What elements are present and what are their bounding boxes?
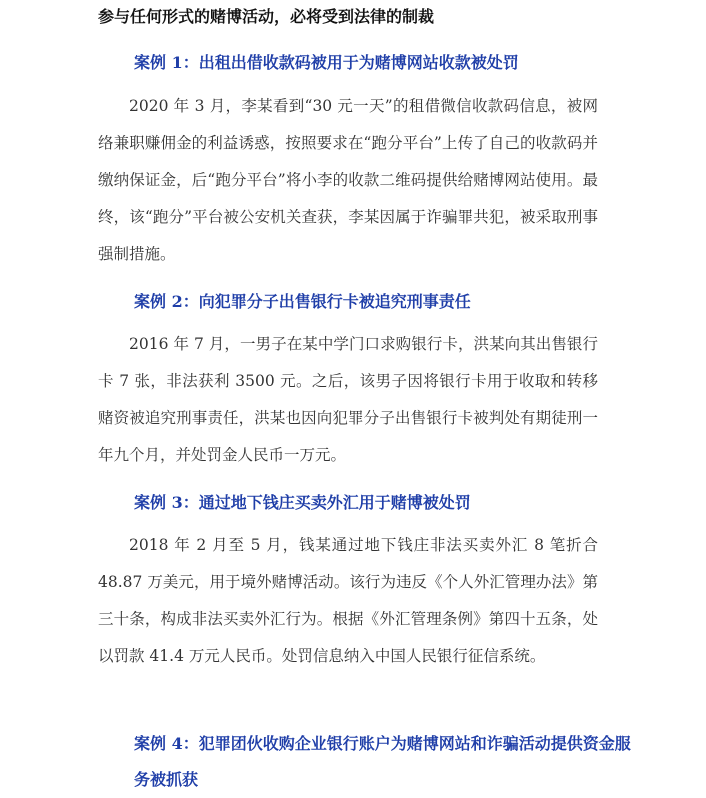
intro-heading: 参与任何形式的赌博活动，必将受到法律的制裁 <box>98 7 435 26</box>
case-2-title: 案例 2：向犯罪分子出售银行卡被追究刑事责任 <box>134 292 471 311</box>
case-3-body: 2018 年 2 月至 5 月，钱某通过地下钱庄非法买卖外汇 8 笔折合 48.87 万美元，用于境外赌博活动。该行为违反《个人外汇管理办法》第三十条，构成非法买卖外汇行为。根据《外汇管理条例》第四十五条，处以罚款 41.4 万元人民币。处罚信息纳入中国人民银行征信系统。 <box>98 536 598 665</box>
case-4-title: 案例 4：犯罪团伙收购企业银行账户为赌博网站和诈骗活动提供资金服务被抓获 <box>134 734 631 789</box>
case-2-body: 2016 年 7 月，一男子在某中学门口求购银行卡，洪某向其出售银行卡 7 张，非法获利 3500 元。之后，该男子因将银行卡用于收取和转移赌资被追究刑事责任，洪某也因向犯罪分子出售银行卡被判处有期徒刑一年九个月，并处罚金人民币一万元。 <box>98 335 598 464</box>
case-1-title: 案例 1：出租出借收款码被用于为赌博网站收款被处罚 <box>134 53 519 72</box>
case-1-body: 2020 年 3 月，李某看到“30 元一天”的租借微信收款码信息，被网络兼职赚佣金的利益诱惑，按照要求在“跑分平台”上传了自己的收款码并缴纳保证金，后“跑分平台”将小李的收款二维码提供给赌博网站使用。最终，该“跑分”平台被公安机关查获，李某因属于诈骗罪共犯，被采取刑事强制措施。 <box>98 97 598 263</box>
case-3-title: 案例 3：通过地下钱庄买卖外汇用于赌博被处罚 <box>134 493 471 512</box>
